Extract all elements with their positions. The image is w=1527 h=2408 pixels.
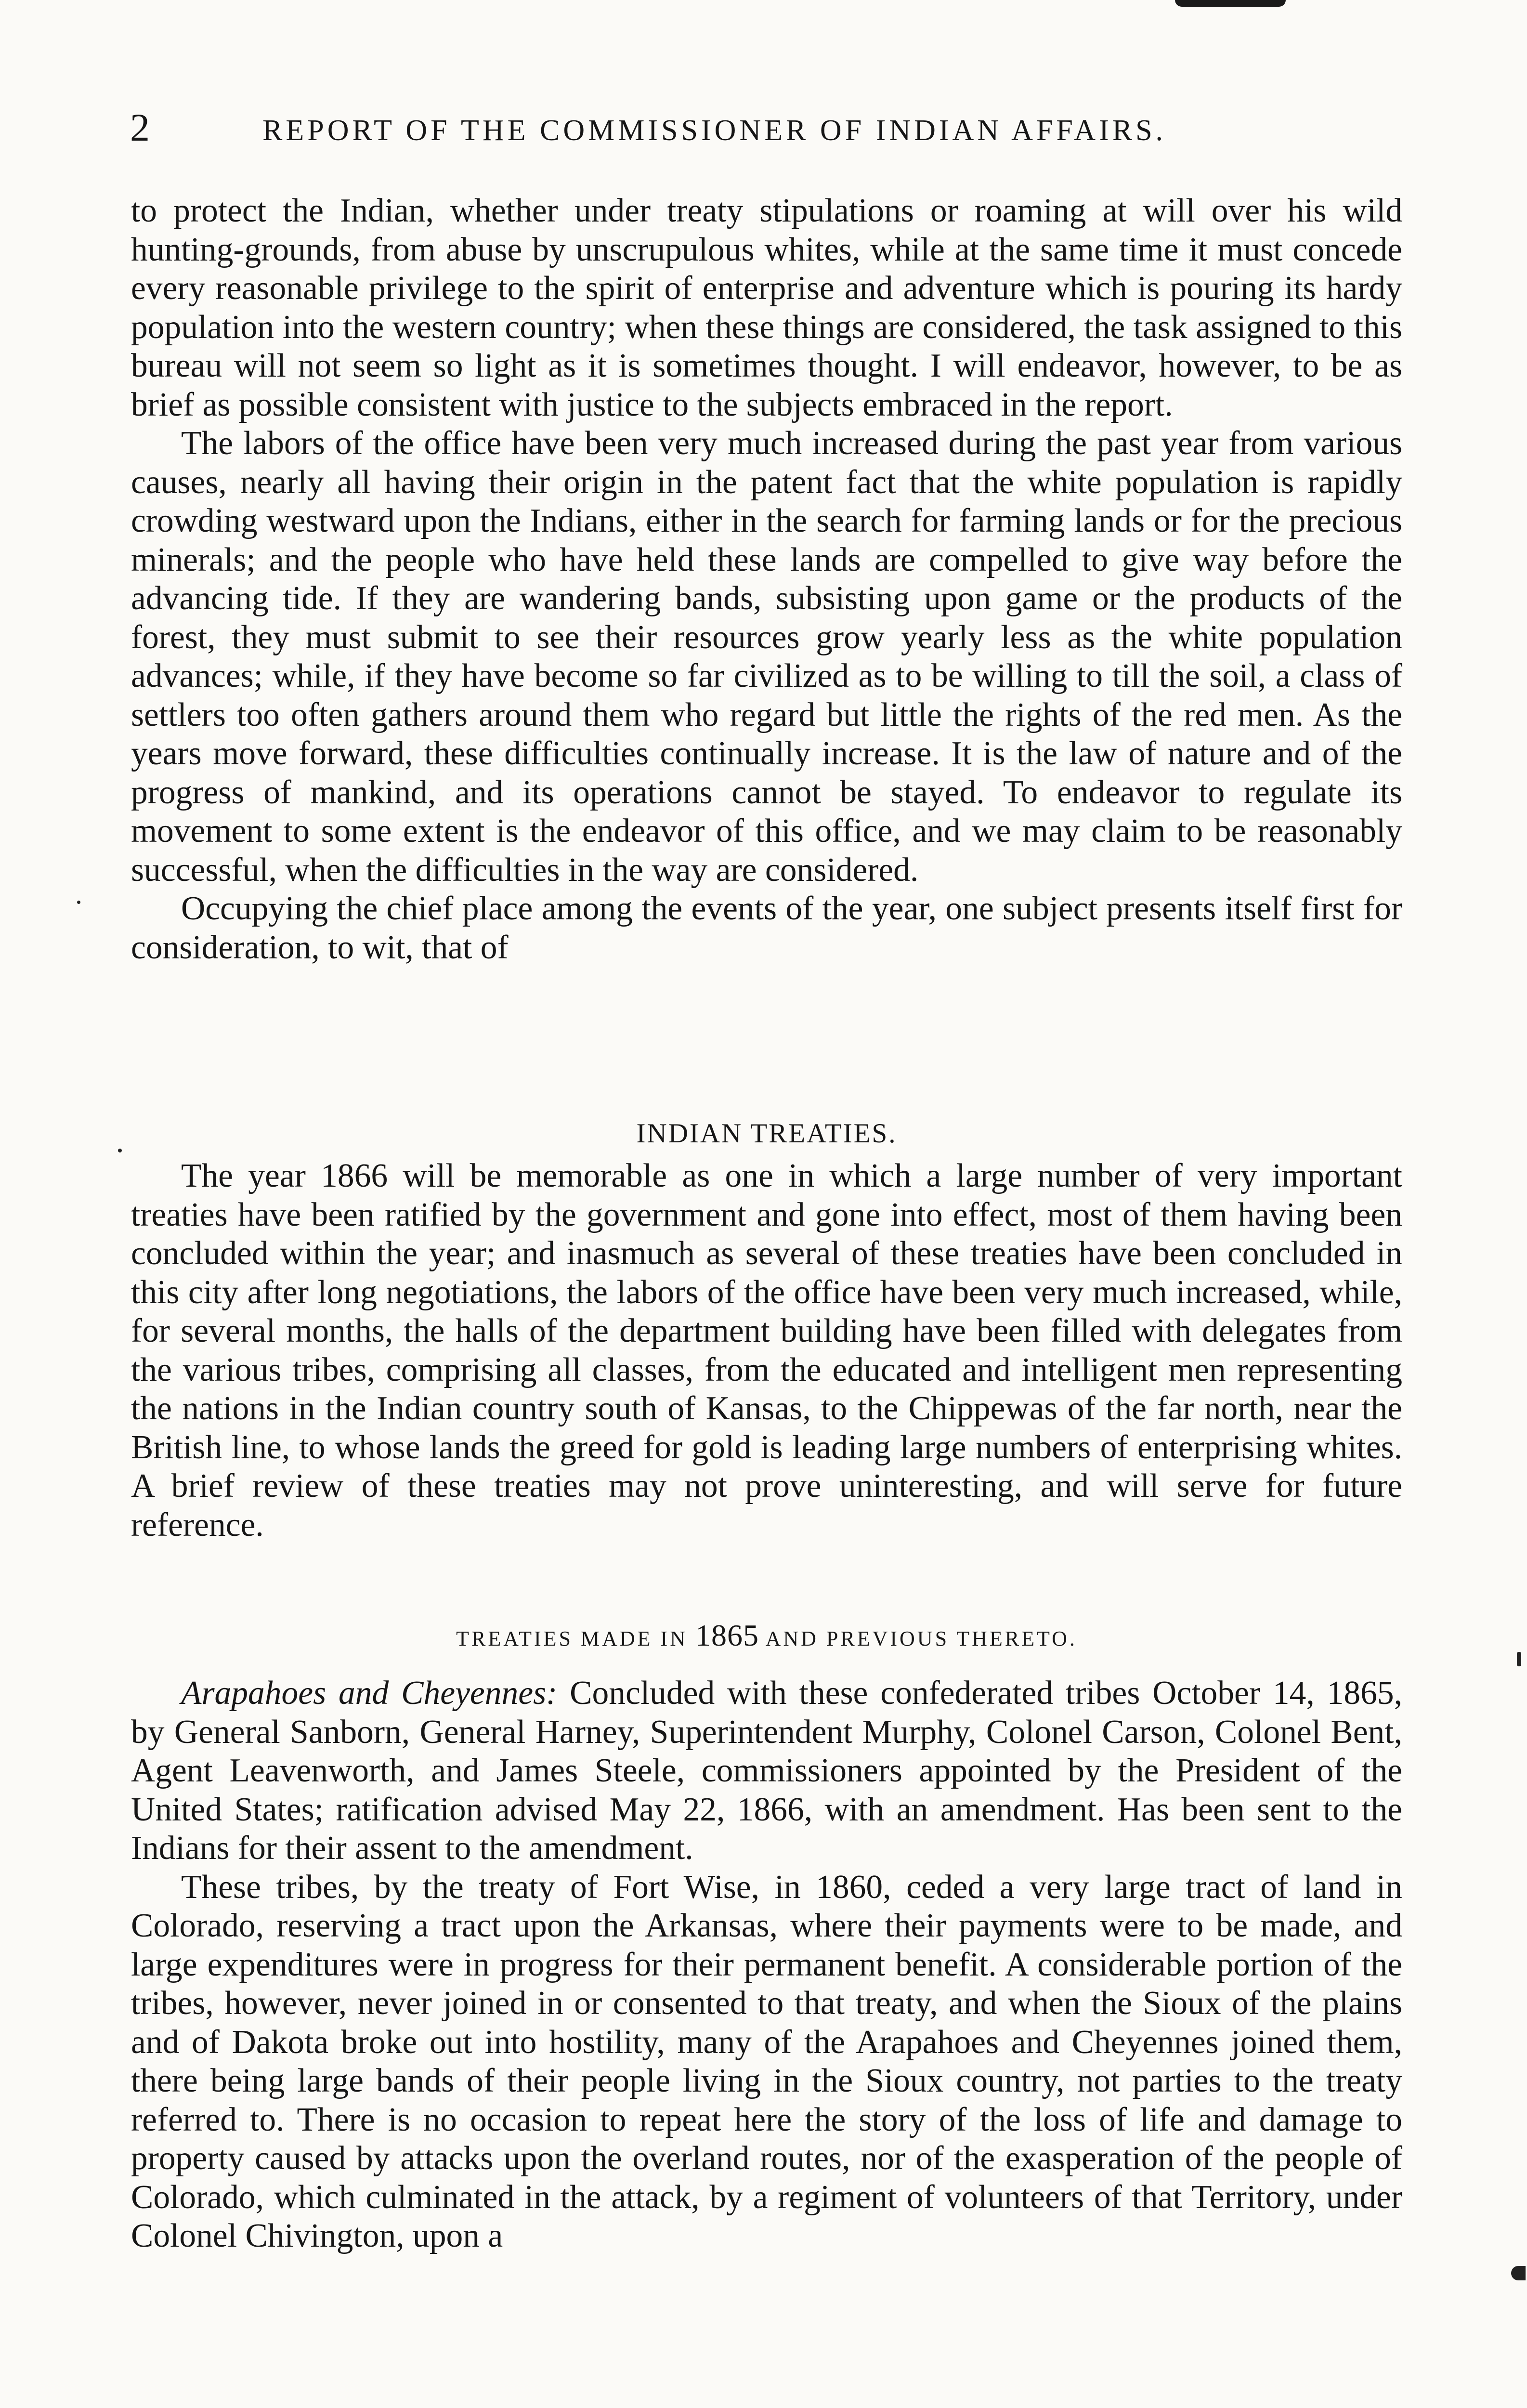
paragraph-year-1866: The year 1866 will be memorable as one in which a large number of very important treaties have been ratified by the government and gone into effect, most of them having been concluded within the year; and inasmuch as several of these treaties have been concluded in this city after long negotiations, the labors of the office have been very much increased, while, for several months, the halls of the department building have been filled with delegates from the various tribes, comprising all classes, from the educated and intelligent men representing the nations in the Indian country south of Kansas, to the Chippewas of the far north, near the British line, to whose lands the greed for gold is leading large numbers of enterprising whites. A brief review of these treaties may not prove uninteresting, and will serve for future reference. (131, 1157, 1402, 1544)
margin-mark (1511, 2266, 1526, 2280)
heading-text-after: AND PREVIOUS THERETO. (765, 1627, 1077, 1650)
paragraph-office-labors: The labors of the office have been very much increased during the past year from various causes, nearly all having their origin in the patent fact that the white population is rapidly crowding westward upon the Indians, either in the search for farming lands or for the precious minerals; and the people who have held these lands are compelled to give way before the advancing tide. If they are wandering bands, subsisting upon game or the products of the forest, they must submit to see their resources grow yearly less as the white population advances; while, if they have become so far civilized as to be willing to till the soil, a class of settlers too often gathers around them who regard but little the rights of the red men. As the years move forward, these difficulties continually increase. It is the law of nature and of the progress of mankind, and its operations cannot be stayed. To endeavor to regulate its movement to some extent is the endeavor of this office, and we may claim to be reasonably successful, when the difficulties in the way are considered. (131, 425, 1402, 889)
page-number: 2 (130, 105, 150, 149)
paragraph-chief-place: Occupying the chief place among the events of the year, one subject presents itself first for consideration, to wit, that of (131, 890, 1402, 966)
paragraph-intro-continued: to protect the Indian, whether under treaty stipulations or roaming at will over his wild hunting-grounds, from abuse by unscrupulous whites, while at the same time it must concede every reasonable privilege to the spirit of enterprise and adventure which is pouring its hardy population into the western country; when these things are considered, the task assigned to this bureau will not seem so light as it is sometimes thought. I will endeavor, however, to be as brief as possible consistent with justice to the subjects embraced in the report. (131, 192, 1402, 423)
margin-mark (77, 901, 80, 904)
arapahoes-lead: Arapahoes and Cheyennes: (181, 1675, 558, 1712)
heading-year: 1865 (695, 1618, 759, 1652)
scan-edge-mark (1175, 0, 1286, 7)
section-heading-indian-treaties: INDIAN TREATIES. (636, 1118, 897, 1149)
arapahoes-text: Concluded with these confederated tribes October 14, 1865, by General Sanborn, General Harney, Superintendent Murphy, Colonel Carson, Colonel Bent, Agent Leavenworth, and James Steele, commissioners appointed by the President of the United States; ratification advised May 22, 1866, with an amendment. Has been sent to the Indians for their assent to the amendment. (131, 1675, 1402, 1867)
arapahoes-block (131, 1674, 1402, 2256)
intro-block (131, 192, 1402, 967)
paragraph-fort-wise: These tribes, by the treaty of Fort Wise, in 1860, ceded a very large tract of land in Colorado, reserving a tract upon the Arkansas, where their payments were to be made, and large expenditures were in progress for their permanent benefit. A considerable portion of the tribes, however, never joined in or consented to that treaty, and when the Sioux of the plains and of Dakota broke out into hostility, many of the Arapahoes and Cheyennes joined them, there being large bands of their people living in the Sioux country, not parties to the treaty referred to. There is no occasion to repeat here the story of the loss of life and damage to property caused by attacks upon the overland routes, nor of the exasperation of the people of Colorado, which culminated in the attack, by a regiment of volunteers of that Territory, under Colonel Chivington, upon a (131, 1868, 1402, 2254)
paragraph-arapahoes (131, 1674, 1402, 1868)
running-title: REPORT OF THE COMMISSIONER OF INDIAN AFFAIRS. (262, 114, 1167, 147)
margin-mark (1517, 1652, 1521, 1666)
margin-mark (118, 1149, 122, 1152)
treaties-block (131, 1157, 1402, 1544)
page-header (130, 101, 1406, 154)
subsection-heading-previous-treaties (131, 1616, 1402, 1658)
heading-text-before: TREATIES MADE IN (456, 1627, 688, 1650)
